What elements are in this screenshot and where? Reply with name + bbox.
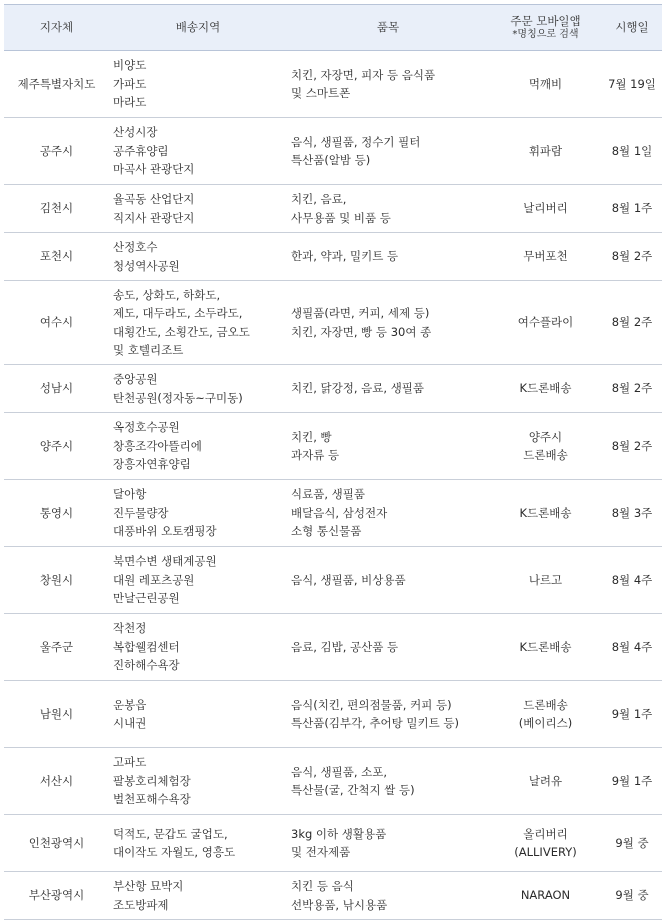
area-line: 제도, 대두라도, 소두라도, [113, 306, 243, 320]
items-line: 치킨, 빵 [291, 429, 332, 444]
date-cell: 9월 1주 [602, 681, 662, 748]
date-cell: 8월 4주 [602, 547, 662, 614]
date-cell: 9월 중 [602, 815, 662, 872]
app-line: (ALLIVERY) [514, 845, 577, 859]
date-cell: 9월 1주 [602, 748, 662, 815]
area-cell [109, 681, 287, 748]
items-line: 특산물(굴, 간척지 쌀 등) [291, 783, 415, 797]
date-cell: 8월 2주 [602, 281, 662, 365]
area-cell [109, 815, 287, 872]
app-line: 올리버리 [523, 826, 568, 841]
items-line: 치킨, 자장면, 빵 등 30여 종 [291, 324, 432, 339]
area-line: 산정호수 [113, 240, 158, 254]
city-cell: 창원시 [4, 547, 109, 614]
app-line: 드론배송 [523, 448, 568, 462]
items-line: 음료, 김밥, 공산품 등 [291, 639, 399, 654]
items-cell [287, 51, 489, 118]
area-line: 시내권 [113, 716, 147, 730]
area-line: 대횡간도, 소횡간도, 금오도 [113, 324, 250, 339]
area-line: 탄천공원(정자동~구미동) [113, 390, 243, 405]
items-cell [287, 281, 489, 365]
items-line: 생필품(라면, 커피, 세제 등) [291, 306, 430, 320]
header-items: 품목 [287, 5, 489, 51]
app-line: 무버포천 [523, 249, 568, 264]
items-line: 음식, 생필품, 비상용품 [291, 572, 406, 587]
items-line: 사무용품 및 비품 등 [291, 210, 391, 225]
date-cell: 7월 19일 [602, 51, 662, 118]
items-line: 치킨, 음료, [291, 192, 347, 206]
items-cell [287, 233, 489, 281]
table-row [4, 614, 662, 681]
app-cell [489, 413, 602, 480]
app-line: (베이리스) [518, 716, 573, 730]
area-line: 비양도 [113, 58, 147, 73]
city-cell: 양주시 [4, 413, 109, 480]
table-row [4, 413, 662, 480]
items-cell [287, 413, 489, 480]
date-cell: 8월 1일 [602, 118, 662, 185]
city-cell: 공주시 [4, 118, 109, 185]
app-line: 양주시 [528, 429, 563, 444]
items-line: 소형 통신물품 [291, 524, 362, 539]
app-line: 먹깨비 [528, 76, 563, 91]
area-line: 달아항 [113, 487, 147, 502]
app-line: 날려유 [528, 773, 563, 788]
area-line: 북면수변 생태계공원 [113, 554, 217, 569]
area-cell [109, 547, 287, 614]
items-line: 3kg 이하 생활용품 [291, 826, 387, 841]
city-cell: 서산시 [4, 748, 109, 815]
app-line: NARAON [520, 888, 571, 903]
date-cell: 8월 2주 [602, 365, 662, 413]
area-line: 마라도 [113, 95, 147, 110]
items-line: 배달음식, 삼성전자 [291, 505, 388, 520]
table-row [4, 547, 662, 614]
app-cell [489, 51, 602, 118]
area-line: 율곡동 산업단지 [113, 192, 195, 206]
app-cell [489, 118, 602, 185]
table-row [4, 748, 662, 815]
items-line: 음식(치킨, 편의점물품, 커피 등) [291, 697, 452, 712]
city-cell: 김천시 [4, 185, 109, 233]
area-line: 중앙공원 [113, 372, 158, 386]
items-line: 선박용품, 낚시용품 [291, 897, 388, 912]
date-cell: 8월 1주 [602, 185, 662, 233]
drone-delivery-table [4, 4, 662, 920]
table-row [4, 872, 662, 920]
app-line: 나르고 [528, 572, 563, 587]
area-line: 및 호텔리조트 [113, 343, 184, 357]
app-line: 휘파람 [528, 143, 563, 158]
area-line: 청성역사공원 [113, 258, 180, 273]
area-line: 대원 레포츠공원 [113, 572, 195, 587]
app-cell [489, 547, 602, 614]
items-line: 식료품, 생필품 [291, 487, 365, 502]
header-app [489, 5, 602, 51]
items-line: 특산품(김부각, 추어탕 밀키트 등) [291, 716, 460, 730]
table-row [4, 233, 662, 281]
app-line: 드론배송 [523, 697, 568, 712]
area-line: 창흥조각아뜰리에 [113, 438, 202, 453]
area-line: 마곡사 관광단지 [113, 162, 195, 177]
items-line: 음식, 생필품, 소포, [291, 764, 388, 779]
area-cell [109, 480, 287, 547]
date-cell: 9월 중 [602, 872, 662, 920]
date-cell: 8월 2주 [602, 233, 662, 281]
area-cell [109, 413, 287, 480]
items-cell [287, 185, 489, 233]
header-city: 지자체 [4, 5, 109, 51]
area-cell [109, 185, 287, 233]
app-line: K드론배송 [519, 639, 572, 654]
table-header-row [4, 5, 662, 51]
city-cell: 성남시 [4, 365, 109, 413]
items-cell [287, 748, 489, 815]
table-row [4, 281, 662, 365]
date-cell: 8월 2주 [602, 413, 662, 480]
area-cell [109, 281, 287, 365]
area-cell [109, 365, 287, 413]
area-line: 조도방파제 [113, 897, 169, 912]
date-cell: 8월 4주 [602, 614, 662, 681]
items-cell [287, 480, 489, 547]
header-date: 시행일 [602, 5, 662, 51]
items-cell [287, 614, 489, 681]
area-cell [109, 872, 287, 920]
items-line: 음식, 생필품, 정수기 필터 [291, 134, 421, 149]
app-line: K드론배송 [519, 505, 572, 520]
items-line: 및 전자제품 [291, 845, 351, 859]
area-line: 진하해수욕장 [113, 658, 180, 673]
area-cell [109, 748, 287, 815]
area-cell [109, 614, 287, 681]
area-line: 운봉읍 [113, 697, 147, 712]
area-line: 진두물량장 [113, 505, 169, 520]
area-line: 대이작도 자월도, 영흥도 [113, 845, 236, 859]
app-cell [489, 872, 602, 920]
app-cell [489, 480, 602, 547]
city-cell: 인천광역시 [4, 815, 109, 872]
table-row [4, 815, 662, 872]
app-cell [489, 233, 602, 281]
table-row [4, 118, 662, 185]
area-line: 팔봉호리체험장 [113, 773, 191, 788]
items-line: 치킨, 닭강정, 음료, 생필품 [291, 381, 425, 396]
area-line: 직지사 관광단지 [113, 210, 195, 225]
table-row [4, 365, 662, 413]
area-line: 작천정 [113, 621, 147, 636]
app-cell [489, 614, 602, 681]
app-cell [489, 281, 602, 365]
items-cell [287, 118, 489, 185]
city-cell: 울주군 [4, 614, 109, 681]
area-line: 장흥자연휴양림 [113, 457, 191, 472]
header-area: 배송지역 [109, 5, 287, 51]
area-line: 고파도 [113, 755, 147, 770]
app-line: 날리버리 [523, 201, 568, 216]
area-line: 벌천포해수욕장 [113, 792, 191, 807]
table-row [4, 480, 662, 547]
table-row [4, 185, 662, 233]
table-row [4, 681, 662, 748]
items-line: 특산품(알밤 등) [291, 153, 371, 167]
city-cell: 통영시 [4, 480, 109, 547]
city-cell: 포천시 [4, 233, 109, 281]
items-line: 치킨, 자장면, 피자 등 음식품 [291, 67, 436, 82]
items-line: 한과, 약과, 밀키트 등 [291, 249, 399, 264]
area-line: 공주휴양림 [113, 143, 169, 158]
items-cell [287, 815, 489, 872]
app-cell [489, 681, 602, 748]
app-line: K드론배송 [519, 381, 572, 396]
items-cell [287, 547, 489, 614]
city-cell: 남원시 [4, 681, 109, 748]
app-line: 여수플라이 [517, 315, 574, 330]
header-app-label: 주문 모바일앱 [510, 13, 581, 28]
area-line: 부산항 묘박지 [113, 879, 184, 893]
items-line: 과자류 등 [291, 448, 340, 462]
area-line: 복합웰컴센터 [113, 639, 180, 654]
date-cell: 8월 3주 [602, 480, 662, 547]
area-line: 만날근린공원 [113, 591, 180, 606]
area-line: 송도, 상화도, 하화도, [113, 287, 221, 302]
app-cell [489, 185, 602, 233]
city-cell: 여수시 [4, 281, 109, 365]
area-line: 산성시장 [113, 125, 158, 140]
header-app-note: *명칭으로 검색 [512, 28, 579, 40]
app-cell [489, 815, 602, 872]
area-line: 대풍바위 오토캠핑장 [113, 524, 217, 539]
table-body [4, 51, 662, 920]
city-cell: 제주특별자치도 [4, 51, 109, 118]
area-line: 가파도 [113, 76, 147, 91]
table-row [4, 51, 662, 118]
items-cell [287, 872, 489, 920]
items-line: 및 스마트폰 [291, 86, 351, 100]
area-cell [109, 118, 287, 185]
items-cell [287, 365, 489, 413]
items-cell [287, 681, 489, 748]
area-line: 옥정호수공원 [113, 420, 180, 435]
city-cell: 부산광역시 [4, 872, 109, 920]
app-cell [489, 748, 602, 815]
area-cell [109, 233, 287, 281]
area-line: 덕적도, 문갑도 굴업도, [113, 826, 228, 841]
area-cell [109, 51, 287, 118]
app-cell [489, 365, 602, 413]
items-line: 치킨 등 음식 [291, 879, 354, 893]
